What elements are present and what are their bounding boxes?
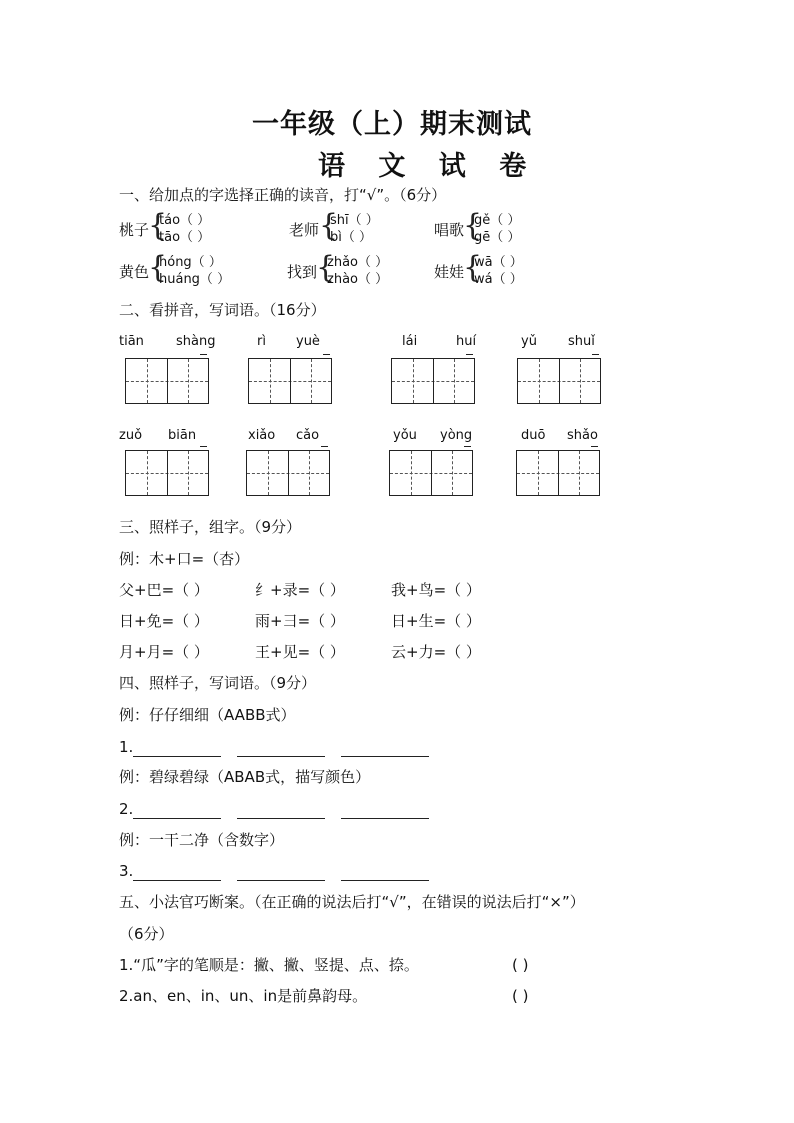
judge-question: 2.an、en、in、un、in是前鼻韵母。 <box>119 987 368 1005</box>
brace: { <box>463 250 483 285</box>
s1-option[interactable]: zhǎo（ ） <box>327 255 389 270</box>
answer-blank[interactable] <box>237 742 325 757</box>
exam-title: 一年级（上）期末测试 <box>252 109 532 140</box>
section2-heading: 二、看拼音，写词语。（16分） <box>119 301 326 319</box>
s1-option[interactable]: táo（ ） <box>159 213 211 228</box>
s1-option[interactable]: shī（ ） <box>330 213 379 228</box>
brace: { <box>316 250 336 285</box>
answer-blank[interactable] <box>133 804 221 819</box>
pinyin: yòng <box>440 428 473 443</box>
writing-grid[interactable] <box>517 358 601 404</box>
compose-item[interactable]: 日+免=（ ） <box>119 612 209 630</box>
answer-line <box>119 737 445 757</box>
pinyin: duō <box>521 428 546 443</box>
compose-item[interactable]: 日+生=（ ） <box>391 612 481 630</box>
pinyin: zuǒ <box>119 428 143 443</box>
s1-word: 老师 <box>289 221 320 239</box>
section5-heading: 五、小法官巧断案。（在正确的说法后打“√”，在错误的说法后打“×”） <box>119 893 585 911</box>
compose-item[interactable]: 雨+彐=（ ） <box>255 612 345 630</box>
judge-question: 1.“瓜”字的笔顺是：撇、撇、竖提、点、捺。 <box>119 956 419 974</box>
writing-grid[interactable] <box>125 358 209 404</box>
judge-answer[interactable]: ( ) <box>512 987 529 1005</box>
answer-line <box>119 861 445 881</box>
section4-heading: 四、照样子，写词语。（9分） <box>119 674 317 692</box>
writing-grid[interactable] <box>246 450 330 496</box>
brace: { <box>148 250 168 285</box>
pinyin: yuè <box>296 334 320 349</box>
writing-grid[interactable] <box>125 450 209 496</box>
s1-word: 娃娃 <box>434 263 465 281</box>
s1-word: 找到 <box>287 263 318 281</box>
compose-item[interactable]: 王+见=（ ） <box>255 643 345 661</box>
compose-item[interactable]: 云+力=（ ） <box>391 643 481 661</box>
pinyin: huí <box>456 334 477 349</box>
pinyin: yǒu <box>393 428 417 443</box>
pinyin: lái <box>402 334 418 349</box>
s1-option[interactable]: wá（ ） <box>474 272 523 287</box>
s1-word: 唱歌 <box>434 221 465 239</box>
compose-item[interactable]: 父+巴=（ ） <box>119 581 209 599</box>
brace: { <box>148 208 168 243</box>
section5-score: （6分） <box>119 925 174 943</box>
pinyin: tiān <box>119 334 144 349</box>
pinyin: cǎo <box>296 428 320 443</box>
writing-grid[interactable] <box>248 358 332 404</box>
answer-blank[interactable] <box>133 866 221 881</box>
writing-grid[interactable] <box>391 358 475 404</box>
pinyin: shuǐ <box>568 334 595 349</box>
s1-option[interactable]: hóng（ ） <box>159 255 222 270</box>
brace: { <box>463 208 483 243</box>
pinyin: rì <box>257 334 266 349</box>
pinyin: shǎo <box>567 428 598 443</box>
line-number: 2. <box>119 800 134 818</box>
example: 例：一干二净（含数字） <box>119 831 285 849</box>
s1-option[interactable]: tāo（ ） <box>159 230 211 245</box>
compose-item[interactable]: 纟+录=（ ） <box>255 581 345 599</box>
example: 例：仔仔细细（AABB式） <box>119 706 296 724</box>
s1-option[interactable]: huáng（ ） <box>159 272 231 287</box>
answer-blank[interactable] <box>237 866 325 881</box>
pinyin: xiǎo <box>248 428 276 443</box>
answer-blank[interactable] <box>341 742 429 757</box>
example: 例：碧绿碧绿（ABAB式，描写颜色） <box>119 768 371 786</box>
s1-word: 黄色 <box>119 263 150 281</box>
answer-blank[interactable] <box>237 804 325 819</box>
compose-item[interactable]: 月+月=（ ） <box>119 643 209 661</box>
s1-option[interactable]: gě（ ） <box>474 213 521 228</box>
writing-grid[interactable] <box>389 450 473 496</box>
example: 例：木+口=（杏） <box>119 550 250 568</box>
answer-blank[interactable] <box>341 866 429 881</box>
line-number: 3. <box>119 862 134 880</box>
exam-subtitle: 语 文 试 卷 <box>318 151 539 182</box>
answer-blank[interactable] <box>133 742 221 757</box>
pinyin: shàng <box>176 334 216 349</box>
s1-option[interactable]: zhào（ ） <box>327 272 389 287</box>
s1-word: 桃子 <box>119 221 150 239</box>
brace: { <box>319 208 339 243</box>
writing-grid[interactable] <box>516 450 600 496</box>
pinyin: biān <box>168 428 197 443</box>
s1-option[interactable]: wā（ ） <box>474 255 523 270</box>
compose-item[interactable]: 我+鸟=（ ） <box>391 581 481 599</box>
s1-option[interactable]: bì（ ） <box>330 230 372 245</box>
pinyin: yǔ <box>521 334 537 349</box>
line-number: 1. <box>119 738 134 756</box>
section1-heading: 一、给加点的字选择正确的读音，打“√”。（6分） <box>119 186 447 204</box>
s1-option[interactable]: gē（ ） <box>474 230 521 245</box>
answer-line <box>119 799 445 819</box>
answer-blank[interactable] <box>341 804 429 819</box>
section3-heading: 三、照样子，组字。（9分） <box>119 518 302 536</box>
judge-answer[interactable]: ( ) <box>512 956 529 974</box>
